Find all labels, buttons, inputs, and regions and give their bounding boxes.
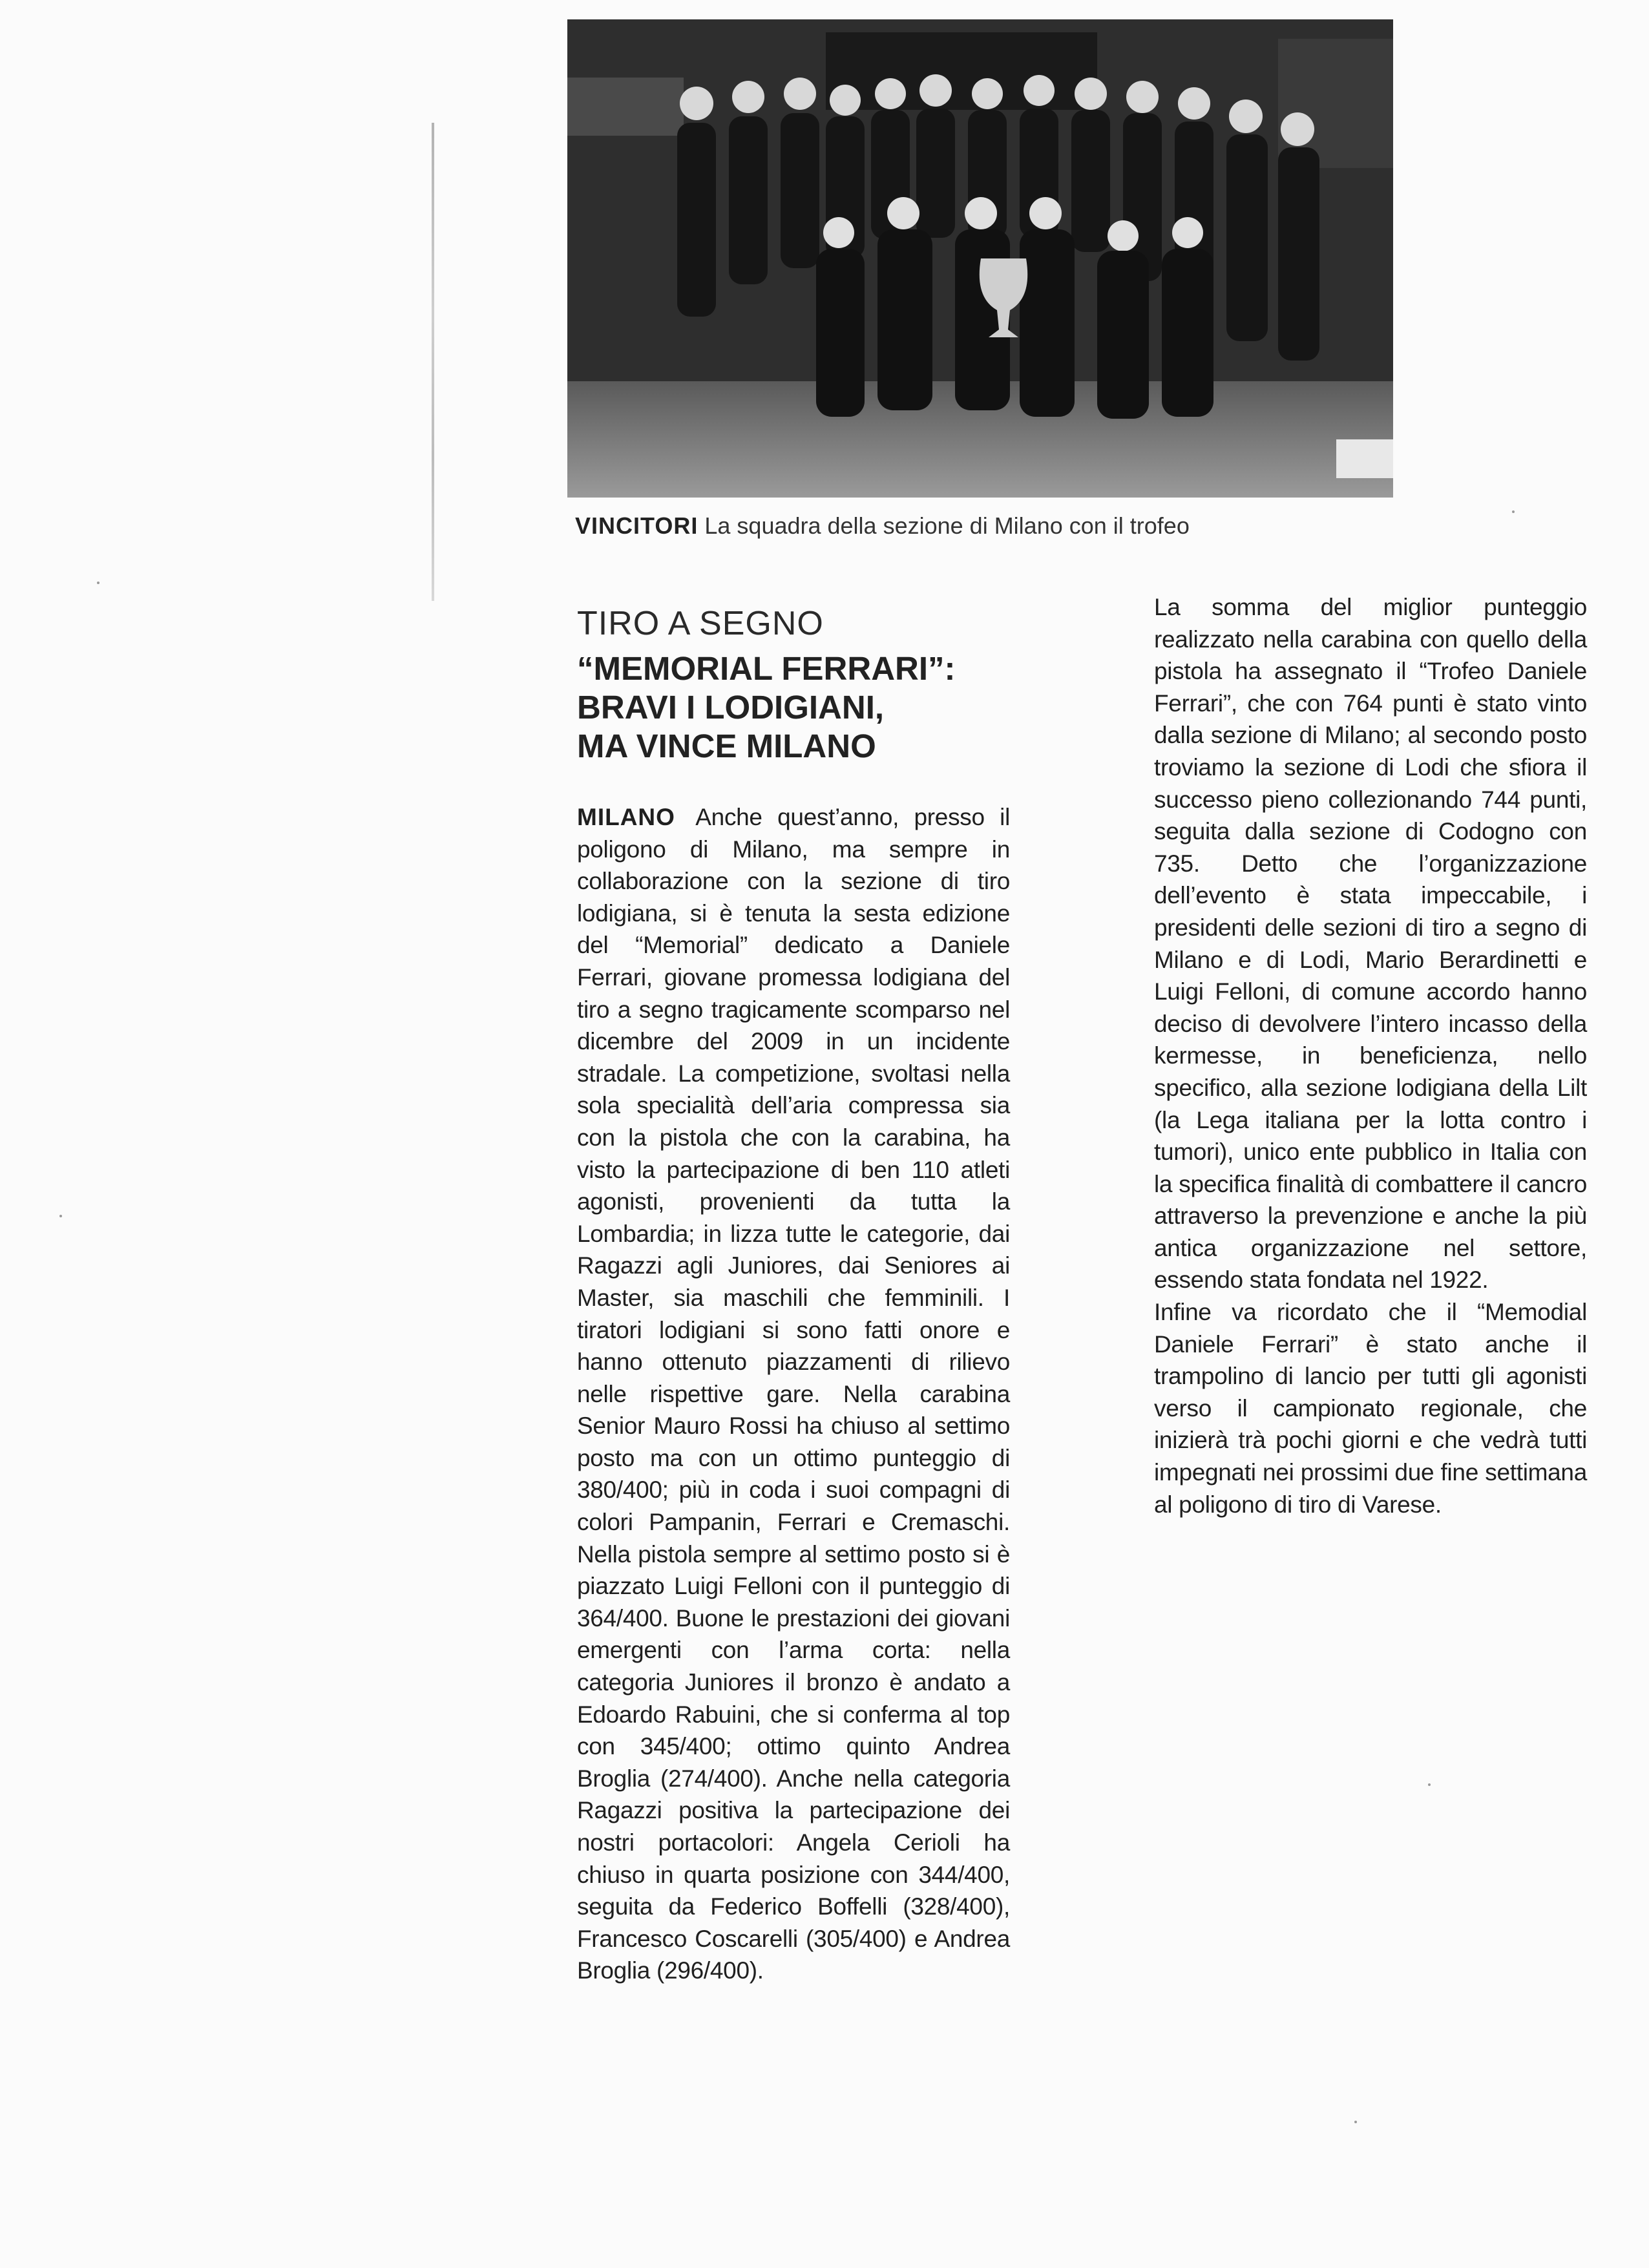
article-paragraph [577,801,1010,1987]
article-paragraph: Infine va ricordato che il “Memodial Daniele Ferrari” è stato anche il trampolino di lancio per tutti gli agonisti verso il campionato regionale, che inizierà trà pochi giorni e che vedrà tutti impegnati nei prossimi due fine settimana al poligono di tiro di Varese. [1154,1299,1587,1518]
scan-edge-mark [432,123,434,601]
headline-line: BRAVI I LODIGIANI, [577,689,885,726]
caption-lead: VINCITORI [575,512,698,539]
team-photo-graphic [567,19,1393,498]
scan-speck [1428,1783,1431,1786]
article-body-text: Anche quest’anno, presso il poligono di Milano, ma sempre in collaborazione con la sezione di tiro lodigiana, si è tenuta la sesta edizione del “Memorial” dedicato a Daniele Ferrari, giovane promessa lodigiana del tiro a segno tragicamente scomparso nel dicembre del 2009 in un incidente stradale. La competizione, svoltasi nella sola specialità dell’aria compressa sia con la pistola che con la carabina, ha visto la partecipazione di ben 110 atleti agonisti, provenienti da tutta la Lombardia; in lizza tutte le categorie, dai Ragazzi agli Juniores, dai Seniores ai Master, sia maschili che femminili. I tiratori lodigiani si sono fatti onore e hanno ottenuto piazzamenti di rilievo nelle rispettive gare. Nella carabina Senior Mauro Rossi ha chiuso al settimo posto ma con un ottimo punteggio di 380/400; più in coda i suoi compagni di colori Pampanin, Ferrari e Cremaschi. Nella pistola sempre al settimo posto si è piazzato Luigi Felloni con il punteggio di 364/400. Buone le prestazioni dei giovani emergenti con l’arma corta: nella categoria Juniores il bronzo è andato a Edoardo Rabuini, che si conferma al top con 345/400; ottimo quinto Andrea Broglia (274/400). Anche nella categoria Ragazzi positiva la partecipazione dei nostri portacolori: Angela Cerioli ha chiuso in quarta posizione con 344/400, seguita da Federico Boffelli (328/400), Francesco Coscarelli (305/400) e Andrea Broglia (296/400). [577,804,1010,1984]
article-column-1 [577,801,1010,1987]
article-kicker: TIRO A SEGNO [577,605,824,642]
photo-caption [575,512,1415,540]
article-column-2 [1154,591,1587,1520]
scan-speck [59,1215,62,1217]
article-paragraph: La somma del miglior punteggio realizzato nella carabina con quello della pistola ha assegnato il “Trofeo Daniele Ferrari”, che con 764 punti è stato vinto dalla sezione di Milano; al secondo posto troviamo la sezione di Lodi che sfiora il successo pieno collezionando 744 punti, seguita dalla sezione di Codogno con 735. Detto che l’organizzazione dell’evento è stata impeccabile, i presidenti delle sezioni di tiro a segno di Milano e di Lodi, Mario Berardinetti e Luigi Felloni, di comune accordo hanno deciso di devolvere l’intero incasso della kermesse, in beneficienza, nello specifico, alla sezione lodigiana della Lilt (la Lega italiana per la lotta contro i tumori), unico ente pubblico in Italia con la specifica finalità di combattere il cancro attraverso la prevenzione e anche la più antica organizzazione nel settore, essendo stata fondata nel 1922. [1154,594,1587,1294]
article-headline [577,649,1029,766]
team-photo [567,19,1393,498]
scan-speck [1512,510,1515,513]
scan-speck [1354,2121,1357,2123]
headline-line: “MEMORIAL FERRARI”: [577,650,956,687]
caption-text: La squadra della sezione di Milano con il trofeo [704,512,1190,539]
scan-speck [97,582,100,584]
article-dateline: MILANO [577,804,675,830]
headline-line: MA VINCE MILANO [577,728,876,764]
